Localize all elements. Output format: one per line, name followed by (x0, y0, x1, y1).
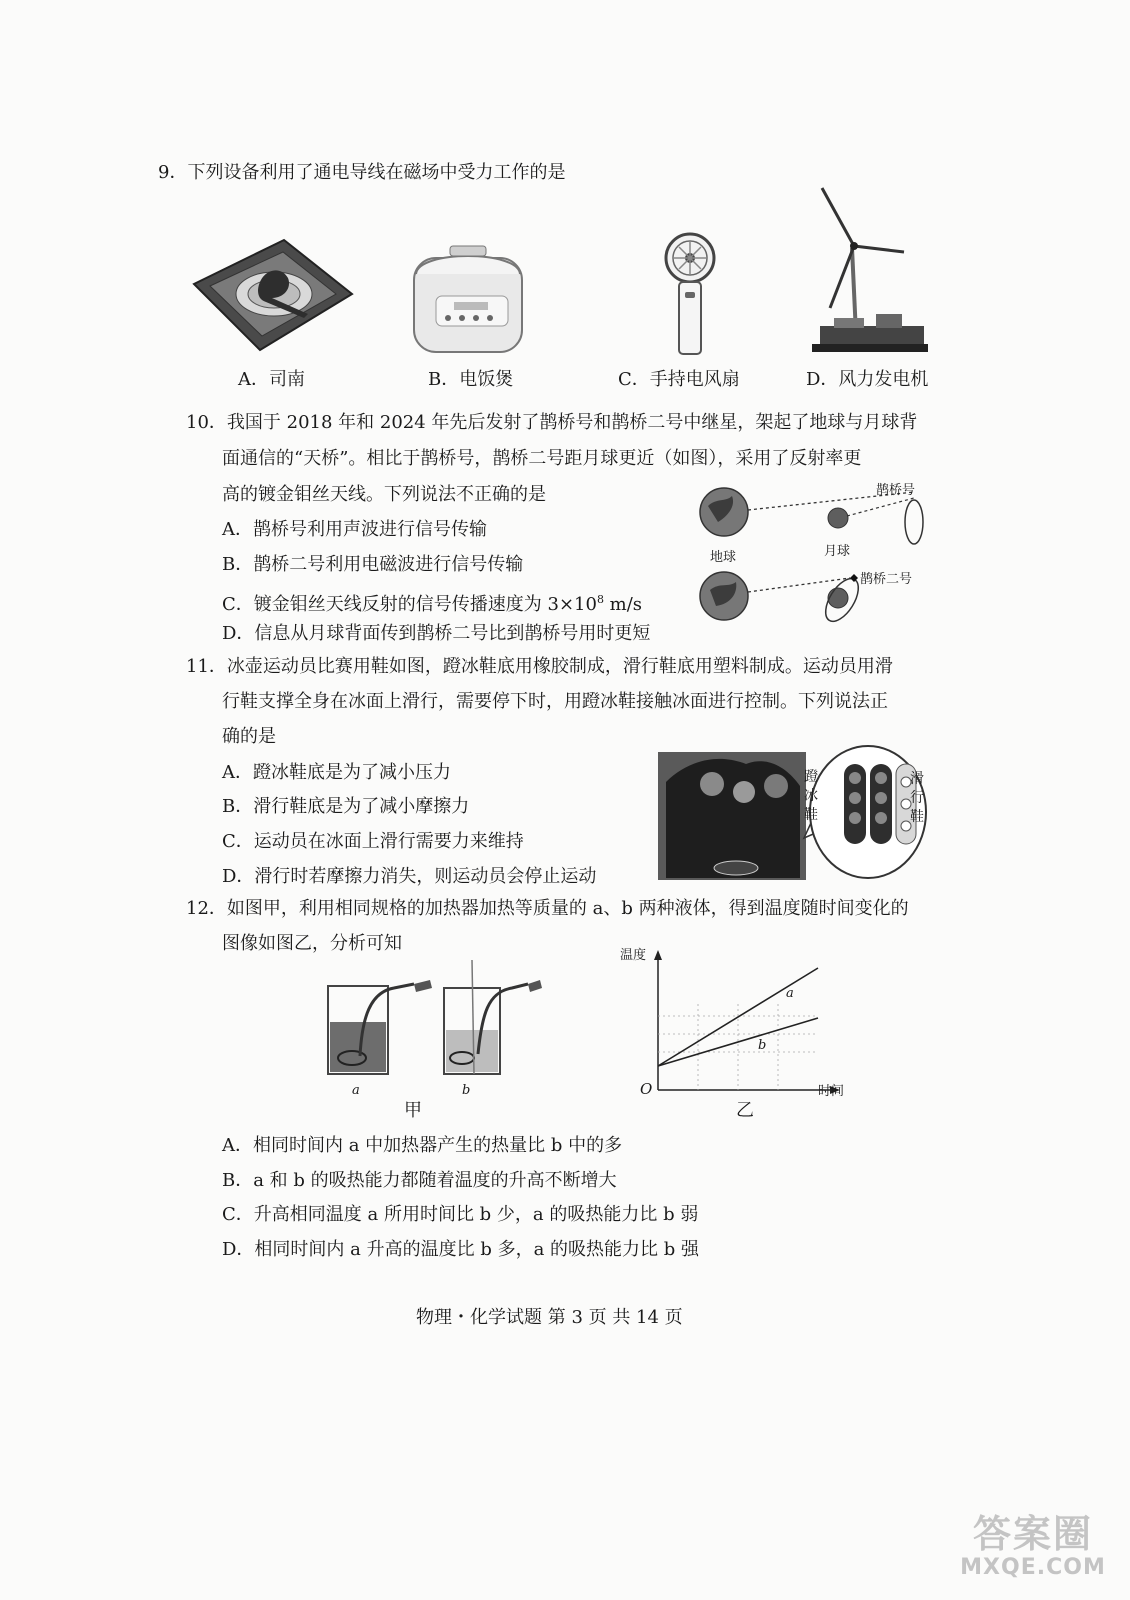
beaker-a-label: a (352, 1083, 360, 1098)
q11-figure-kick-shoe-label: 蹬冰鞋 (804, 769, 818, 823)
q12-option-d: D．相同时间内 a 升高的温度比 b 多，a 的吸热能力比 b 强 (222, 1239, 699, 1260)
beaker-b-label: b (462, 1083, 471, 1098)
q11-stem-line3: 确的是 (222, 726, 276, 747)
watermark-line1: 答案圈 (972, 1512, 1093, 1556)
rice-cooker-image (408, 240, 528, 358)
curling-athletes-image (656, 742, 928, 884)
q12-option-c: C．升高相同温度 a 所用时间比 b 少，a 的吸热能力比 b 弱 (222, 1204, 699, 1225)
q10-option-a: A．鹊桥号利用声波进行信号传输 (222, 519, 487, 540)
line-a (658, 968, 818, 1066)
q10-option-d: D．信息从月球背面传到鹊桥二号比到鹊桥号用时更短 (222, 623, 651, 644)
q10-figure-sat1-label: 鹊桥号 (876, 483, 916, 498)
q10-option-c-text: C．镀金钼丝天线反射的信号传播速度为 3×10 (222, 594, 597, 615)
graph-origin: O (640, 1080, 653, 1098)
q10-option-c-unit: m/s (603, 594, 643, 615)
graph-line-a-label: a (786, 986, 794, 1001)
q10-figure-earth-label: 地球 (710, 550, 737, 565)
figure-jia-caption: 甲 (404, 1100, 422, 1121)
q11-stem-line2: 行鞋支撑全身在冰面上滑行，需要停下时，用蹬冰鞋接触冰面进行控制。下列说法正 (222, 691, 888, 712)
watermark-line2: MXQE.COM (960, 1555, 1106, 1580)
graph-xlabel: 时间 (818, 1084, 845, 1099)
q10-figure-sat2-label: 鹊桥二号 (860, 572, 913, 587)
beakers-heating-image (322, 958, 544, 1086)
q11-option-b: B．滑行鞋底是为了减小摩擦力 (222, 796, 470, 817)
figure-yi-caption: 乙 (736, 1100, 754, 1121)
page-footer: 物理・化学试题 第 3 页 共 14 页 (416, 1307, 683, 1328)
handheld-fan-image (658, 232, 722, 356)
q10-stem-line1: 10．我国于 2018 年和 2024 年先后发射了鹊桥号和鹊桥二号中继星，架起了地球与月球背 (186, 412, 918, 433)
q11-figure-slide-shoe-label: 滑行鞋 (910, 771, 924, 825)
q9-option-b: B．电饭煲 (428, 369, 514, 390)
q10-option-b: B．鹊桥二号利用电磁波进行信号传输 (222, 554, 524, 575)
q9-option-c: C．手持电风扇 (618, 369, 740, 390)
q9-stem: 9．下列设备利用了通电导线在磁场中受力工作的是 (158, 162, 566, 183)
wind-turbine-image (812, 186, 928, 356)
q11-option-c: C．运动员在冰面上滑行需要力来维持 (222, 831, 524, 852)
q12-option-a: A．相同时间内 a 中加热器产生的热量比 b 中的多 (222, 1135, 623, 1156)
q9-option-a: A．司南 (238, 369, 305, 390)
q10-stem-line3: 高的镀金钼丝天线。下列说法不正确的是 (222, 484, 546, 505)
graph-line-b-label: b (758, 1038, 767, 1053)
q11-option-d: D．滑行时若摩擦力消失，则运动员会停止运动 (222, 866, 597, 887)
q12-stem-line1: 12．如图甲，利用相同规格的加热器加热等质量的 a、b 两种液体，得到温度随时间变化的 (186, 898, 909, 919)
q9-option-d: D．风力发电机 (806, 369, 929, 390)
q10-option-c (222, 588, 642, 617)
q10-option-c-exponent: 8 (596, 593, 604, 606)
compass-sinan-image (188, 232, 356, 356)
q10-figure-moon-label: 月球 (824, 544, 851, 559)
q12-stem-line2: 图像如图乙，分析可知 (222, 933, 402, 954)
graph-ylabel: 温度 (620, 948, 647, 963)
q11-stem-line1: 11．冰壶运动员比赛用鞋如图，蹬冰鞋底用橡胶制成，滑行鞋底用塑料制成。运动员用滑 (186, 656, 893, 677)
q12-option-b: B．a 和 b 的吸热能力都随着温度的升高不断增大 (222, 1170, 617, 1191)
watermark-logo (958, 1512, 1108, 1582)
q10-stem-line2: 面通信的“天桥”。相比于鹊桥号，鹊桥二号距月球更近（如图），采用了反射率更 (222, 448, 862, 469)
q11-option-a: A．蹬冰鞋底是为了减小压力 (222, 762, 451, 783)
